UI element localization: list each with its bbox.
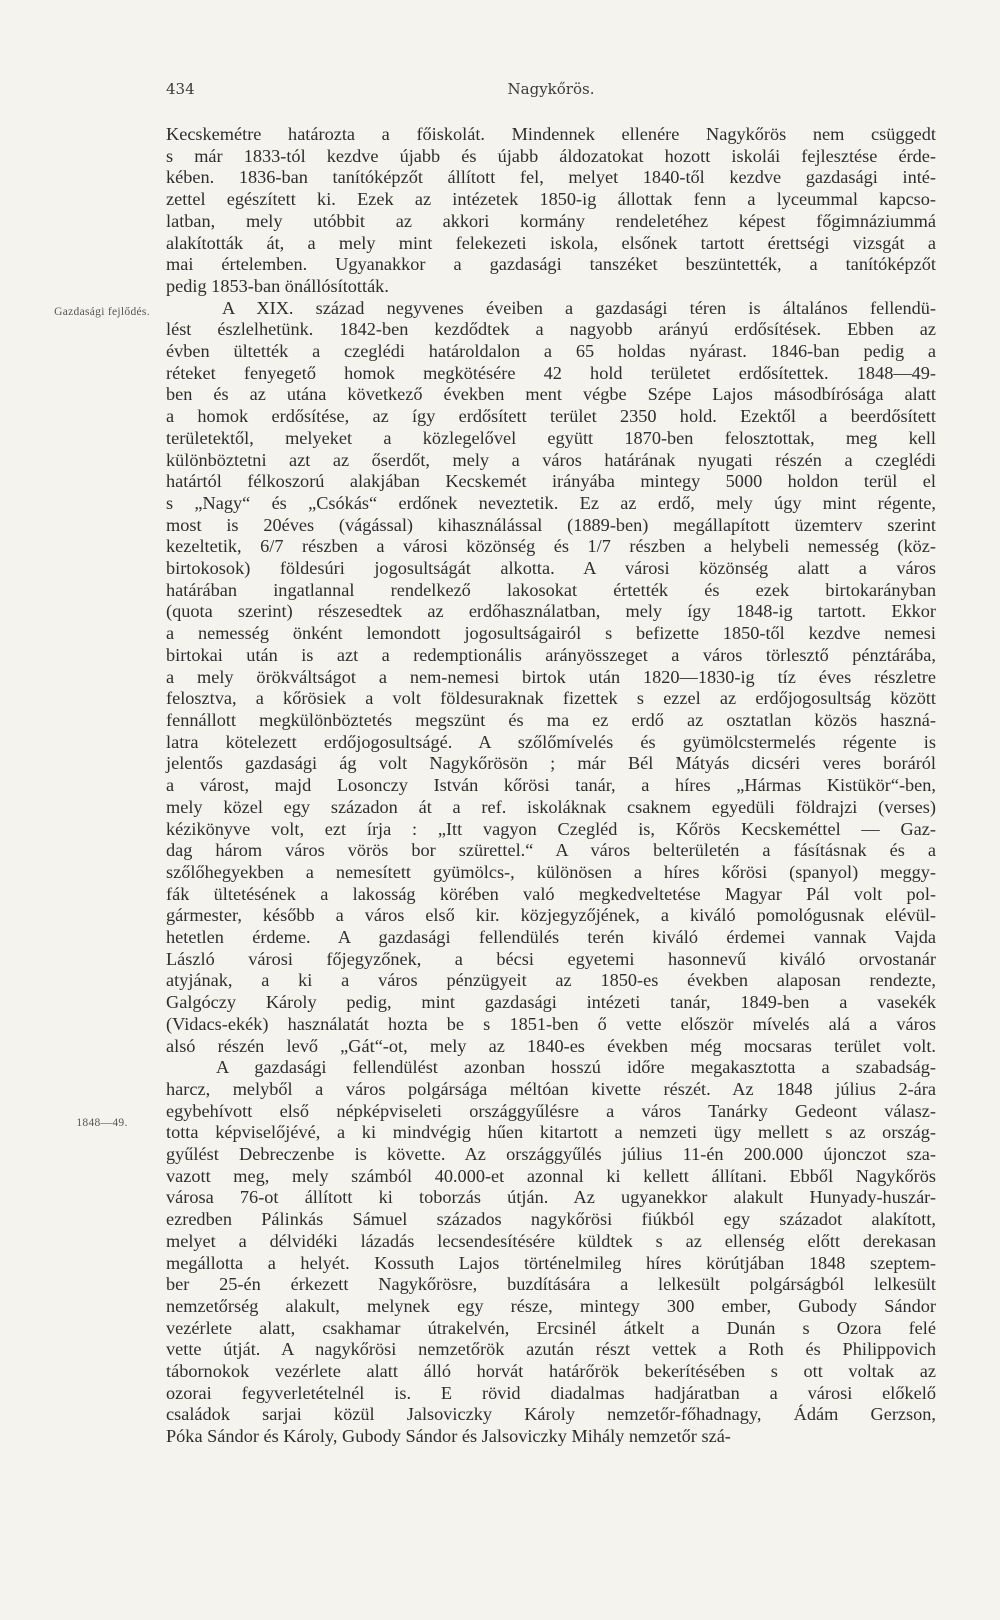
- text-line: a homok erdősítése, az így erdősített terület 2350 hold. Ezektől a beerdősített: [166, 406, 936, 427]
- running-title: Nagykőrös.: [507, 80, 595, 98]
- text-line: alsó részén levő „Gát“-ot, mely az 1840-es években még mocsaras terület volt.: [166, 1035, 936, 1056]
- text-line: határtól félkoszorú alakjában Kecskemét irányába mintegy 5000 holdon terül el: [166, 471, 936, 492]
- text-line: tábornokok vezérlete alatt álló horvát határőrök bekerítésében s ott voltak az: [166, 1361, 936, 1382]
- text-line: dag három város vörös bor szürettel.“ A város belterületén a fásításnak és a: [166, 840, 936, 861]
- text-line: birtokai után is azt a redemptionális arányösszeget a város törlesztő pénztárába,: [166, 644, 936, 665]
- text-line: gármester, később a város első kir. közjegyzőjének, a kiváló pomológusnak elévül-: [166, 905, 936, 926]
- text-line: A gazdasági fellendülést azonban hosszú időre megakasztotta a szabadság-: [216, 1057, 936, 1078]
- text-line: kében. 1836-ban tanítóképzőt állított fel, melyet 1840-től kezdve gazdasági inté-: [166, 167, 936, 188]
- text-line: családok sarjai közül Jalsoviczky Károly nemzetőr-főhadnagy, Ádám Gerzson,: [166, 1404, 936, 1425]
- text-line: vezérlete alatt, csakhamar útrakelvén, Ercsinél átkelt a Dunán s Ozora felé: [166, 1317, 936, 1338]
- page-number: 434: [166, 80, 195, 98]
- text-line: latban, mely utóbbit az akkori kormány rendeletéhez képest főgimnáziummá: [166, 210, 936, 231]
- text-line: Póka Sándor és Károly, Gubody Sándor és Jalsoviczky Mihály nemzetőr szá-: [166, 1426, 731, 1447]
- text-line: a nemesség önként lemondott jogosultságairól s befizette 1850-től kezdve nemesi: [166, 623, 936, 644]
- text-line: (Vidacs-ekék) használatát hozta be s 1851-ben ő vette először mívelés alá a város: [166, 1013, 936, 1034]
- text-line: a várost, majd Losonczy István kőrösi tanár, a híres „Hármas Kistükör“-ben,: [166, 775, 936, 796]
- text-line: Kecskemétre határozta a főiskolát. Mindennek ellenére Nagykőrös nem csüggedt: [166, 124, 936, 144]
- margin-note-1848-49: 1848—49.: [76, 1117, 128, 1129]
- text-line: különböztetni azt az őserdőt, mely a város határának nyugati részén a czeglédi: [166, 449, 936, 470]
- text-line: jelentős gazdasági ág volt Nagykőrösön ; már Bél Mátyás dicséri veres boráról: [166, 753, 936, 774]
- text-line: most is 20éves (vágással) kihasználással (1889-ben) megállapított üzemterv szerint: [166, 514, 936, 535]
- text-line: s már 1833-tól kezdve újabb és újabb áldozatokat hozott iskolái fejlesztése érde-: [166, 145, 936, 166]
- text-line: ber 25-én érkezett Nagykőrösre, buzdítására a lelkesült polgárságból lelkesült: [166, 1274, 936, 1295]
- text-line: kézikönyve volt, ezt írja : „Itt vagyon Czegléd is, Kőrös Kecskeméttel — Gaz-: [166, 818, 936, 839]
- text-line: s „Nagy“ és „Csókás“ erdőnek neveztetik. Ez az erdő, mely úgy mint régente,: [166, 492, 936, 513]
- text-line: városa 76-ot állított ki toborzás útján. Az ugyanekkor alakult Hunyady-huszár-: [166, 1187, 936, 1208]
- text-line: szőlőhegyekben a nemesített gyümölcs-, különösen a híres kőrösi (spanyol) meggy-: [166, 861, 936, 882]
- text-line: pedig 1853-ban önállósították.: [166, 275, 389, 296]
- text-line: fennállott megkülönböztetés megszünt és ma ez erdő az osztatlan közös haszná-: [166, 709, 936, 730]
- text-line: felosztva, a kőrösiek a volt földesuraknak fizettek s ezzel az erdőjogosultság között: [166, 688, 936, 709]
- text-line: harcz, melyből a város polgársága méltóan kivette részét. Az 1848 július 2-ára: [166, 1078, 936, 1099]
- text-line: atyjának, a ki a város pénzügyeit az 1850-es években alaposan rendezte,: [166, 970, 936, 991]
- text-line: határában ingatlannal rendelkező lakosokat értették és ezek birtokarányban: [166, 579, 936, 600]
- text-line: kezeltetik, 6/7 részben a városi közönség és 1/7 részben a helybeli nemesség (köz-: [166, 536, 936, 557]
- text-line: gyűlést Debreczenbe is követte. Az országgyűlés július 11-én 200.000 újonczot sza-: [166, 1144, 936, 1165]
- text-line: nemzetőrség alakult, melynek egy része, mintegy 300 ember, Gubody Sándor: [166, 1295, 936, 1316]
- text-line: évben ültették a czeglédi határoldalon a 65 holdas nyárast. 1846-ban pedig a: [166, 341, 936, 362]
- text-line: ezredben Pálinkás Sámuel százados nagykőrösi fiúkból egy századot alakított,: [166, 1209, 936, 1230]
- text-line: fák ültetésének a lakosság körében való megkedveltetése Magyar Pál volt pol-: [166, 883, 936, 904]
- text-line: latra kötelezett erdőjogosultságé. A szőlőmívelés és gyümölcstermelés régente is: [166, 731, 936, 752]
- margin-note-gazdasagi: Gazdasági fejlődés.: [54, 306, 150, 318]
- text-line: réteket fenyegető homok megkötésére 42 hold területet erdősítettek. 1848—49-: [166, 362, 936, 383]
- text-line: zettel egészített ki. Ezek az intézetek 1850-ig állottak fenn a lyceummal kapcso-: [166, 189, 936, 210]
- text-line: a mely örökváltságot a nem-nemesi birtok után 1820—1830-ig tíz éves részletre: [166, 666, 936, 687]
- text-line: melyet a délvidéki lázadás lecsendesítésére küldtek s az ellenség előtt derekasan: [166, 1230, 936, 1251]
- text-line: hetetlen érdeme. A gazdasági fellendülés terén kiváló érdemei vannak Vajda: [166, 927, 936, 948]
- text-line: ozorai fegyverletételnél is. E rövid diadalmas hadjáratban a városi előkelő: [166, 1382, 936, 1403]
- text-line: (quota szerint) részesedtek az erdőhasználatban, mely így 1848-ig tartott. Ekkor: [166, 601, 936, 622]
- page-header: [166, 80, 936, 102]
- text-line: mely közel egy századon át a ref. iskoláknak csaknem egyedüli földrajzi (verses): [166, 796, 936, 817]
- text-line: birtokosok) földesúri jogosultságát alkotta. A városi közönség alatt a város: [166, 558, 936, 579]
- text-line: területektől, melyeket a közlegelővel együtt 1870-ben felosztottak, meg kell: [166, 427, 936, 448]
- text-line: ben és az utána következő években ment végbe Szépe Lajos másodbírósága alatt: [166, 384, 936, 405]
- text-line: megállotta a helyét. Kossuth Lajos történelmileg híres körútjában 1848 szeptem-: [166, 1252, 936, 1273]
- text-line: lést észlelhetünk. 1842-ben kezdődtek a nagyobb arányú erdősítések. Ebben az: [166, 319, 936, 340]
- text-line: László városi főjegyzőnek, a bécsi egyetemi hasonnevű kiváló orvostanár: [166, 948, 936, 969]
- text-line: alakították át, a mely mint felekezeti iskola, elsőnek tartott érettségi vizsgát a: [166, 232, 936, 253]
- body-text: [166, 124, 936, 1448]
- text-line: totta képviselőjévé, a ki mindvégig hűen kitartott a nemzeti ügy mellett s az ország-: [166, 1122, 936, 1143]
- text-line: mai értelemben. Ugyanakkor a gazdasági tanszéket beszüntették, a tanítóképzőt: [166, 254, 936, 275]
- text-line: A XIX. század negyvenes éveiben a gazdasági téren is általános fellendü-: [222, 297, 936, 318]
- text-line: vazott meg, mely számból 40.000-et azonnal ki kellett állítani. Ebből Nagykőrös: [166, 1165, 936, 1186]
- text-line: vette útját. A nagykőrösi nemzetőrök azután részt vettek a Roth és Philippovich: [166, 1339, 936, 1360]
- text-line: Galgóczy Károly pedig, mint gazdasági intézeti tanár, 1849-ben a vasekék: [166, 992, 936, 1013]
- text-line: egybehívott első népképviseleti országgyűlésre a város Tanárky Gedeont válasz-: [166, 1100, 936, 1121]
